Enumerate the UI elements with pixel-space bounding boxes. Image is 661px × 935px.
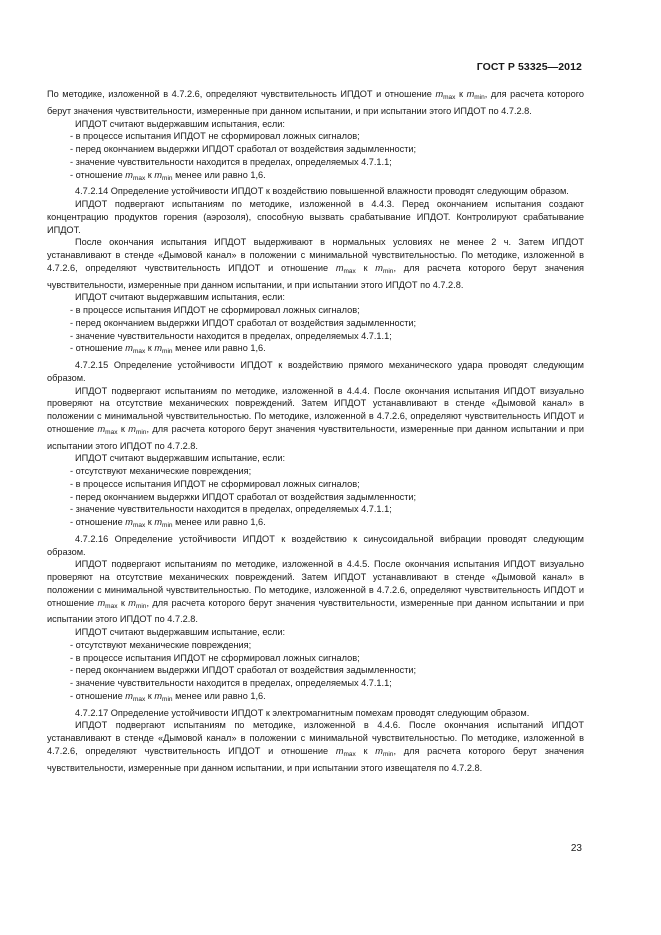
list-item: - отношение $m_{max}$ к $m_{min}$ менее или равно 1,6. (70, 517, 266, 529)
paragraph: ИПДОТ подвергают испытаниям по методике, изложенной в 4.4.3. Перед окончанием испытания создают концентрацию продуктов горения (аэрозоля), способную вызвать срабатывание ИПДОТ. Контролируют срабатывание ИПДОТ. (47, 199, 584, 235)
list-item: - в процессе испытания ИПДОТ не сформировал ложных сигналов; (70, 305, 360, 315)
paragraph: ИПДОТ подвергают испытаниям по методике, изложенной в 4.4.6. После окончания испытаний ИПДОТ устанавливают в стенде «Дымовой канал» в положении с минимальной чувствительностью. По методике, изложенной в 4.7.2.6, определяют чувствительность ИПДОТ и отношение $m_{max}$ к $m_{min}$, для расчета которого берут значения чувствительности, измеренные при данном испытании, и при испытании этого извещателя по 4.7.2.8. (47, 720, 584, 773)
list-item: - отношение $m_{max}$ к $m_{min}$ менее или равно 1,6. (70, 169, 266, 182)
list-item: - значение чувствительности находится в пределах, определяемых 4.7.1.1; (70, 330, 392, 341)
criteria-heading: ИПДОТ считают выдержавшим испытание, если: (75, 453, 286, 464)
list-item: - перед окончанием выдержки ИПДОТ сработал от воздействия задымленности; (70, 317, 417, 328)
list-item: - перед окончанием выдержки ИПДОТ сработал от воздействия задымленности; (70, 665, 417, 676)
criteria-heading: ИПДОТ считают выдержавшим испытания, если: (75, 292, 285, 303)
paragraph: ИПДОТ подвергают испытаниям по методике, изложенной в 4.4.5. После окончания испытания ИПДОТ визуально проверяют на отсутствие механических повреждений. Затем ИПДОТ устанавливают в стенде «Дымовой канал» в положении с минимальной чувствительностью. По методике, изложенной в 4.7.2.6, определяют чувствительность ИПДОТ и отношение $m_{max}$ к $m_{min}$, для расчета которого берут значения чувствительности, измеренные при данном испытании и при испытании этого ИПДОТ по 4.7.2.8. (47, 559, 585, 625)
clause-heading: 4.7.2.15 Определение устойчивости ИПДОТ к воздействию прямого механического удара проводят следующим образом. (47, 360, 584, 383)
list-item: - значение чувствительности находится в пределах, определяемых 4.7.1.1; (70, 504, 392, 515)
list-item: - в процессе испытания ИПДОТ не сформировал ложных сигналов; (70, 652, 360, 663)
paragraph: ИПДОТ подвергают испытаниям по методике, изложенной в 4.4.4. После окончания испытания ИПДОТ визуально проверяют на отсутствие механических повреждений. Затем ИПДОТ устанавливают в стенде «Дымовой канал» в положении с минимальной чувствительностью. По методике, изложенной в 4.7.2.6, определяют чувствительность ИПДОТ и отношение $m_{max}$ к $m_{min}$, для расчета которого берут значения чувствительности, измеренные при данном испытании и при испытании этого ИПДОТ по 4.7.2.8. (47, 385, 585, 451)
list-item: - отношение $m_{max}$ к $m_{min}$ менее или равно 1,6. (70, 690, 266, 703)
paragraph: По методике, изложенной в 4.7.2.6, определяют чувствительность ИПДОТ и отношение $m_{max}$ к $m_{min}$, для расчета которого берут значения чувствительности, измеренные при данном испытании, и при испытании этого ИПДОТ по 4.7.2.8. (47, 89, 584, 116)
page-number: 23 (570, 843, 582, 854)
list-item: - перед окончанием выдержки ИПДОТ сработал от воздействия задымленности; (70, 491, 417, 502)
list-item: - отношение $m_{max}$ к $m_{min}$ менее или равно 1,6. (70, 343, 266, 356)
clause-heading: 4.7.2.17 Определение устойчивости ИПДОТ к электромагнитным помехам проводят следующим образом. (75, 707, 530, 718)
paragraph: После окончания испытания ИПДОТ выдерживают в нормальных условиях не менее 2 ч. Затем ИПДОТ устанавливают в стенде «Дымовой канал» в положении с минимальной чувствительностью. По методике, изложенной в 4.7.2.6, определяют чувствительность ИПДОТ и отношение $m_{max}$ к $m_{min}$, для расчета которого берут значения чувствительности, измеренные при данном испытании, и при испытании этого ИПДОТ по 4.7.2.8. (47, 237, 584, 290)
criteria-heading: ИПДОТ считают выдержавшим испытания, если: (75, 118, 285, 129)
document-body (47, 88, 584, 774)
list-item: - в процессе испытания ИПДОТ не сформировал ложных сигналов; (70, 478, 360, 489)
document-id: ГОСТ Р 53325—2012 (476, 61, 582, 73)
clause-heading: 4.7.2.16 Определение устойчивости ИПДОТ к воздействию к синусоидальной вибрации проводят следующим образом. (47, 533, 584, 557)
list-item: - перед окончанием выдержки ИПДОТ сработал от воздействия задымленности; (70, 144, 417, 154)
list-item: - значение чувствительности находится в пределах, определяемых 4.7.1.1; (70, 156, 392, 167)
list-item: - отсутствуют механические повреждения; (70, 466, 252, 476)
criteria-heading: ИПДОТ считают выдержавшим испытание, если: (75, 627, 286, 637)
list-item: - отсутствуют механические повреждения; (70, 639, 252, 650)
list-item: - в процессе испытания ИПДОТ не сформировал ложных сигналов; (70, 131, 360, 142)
clause-heading: 4.7.2.14 Определение устойчивости ИПДОТ к воздействию повышенной влажности проводят следующим образом. (75, 186, 569, 197)
list-item: - значение чувствительности находится в пределах, определяемых 4.7.1.1; (70, 678, 392, 688)
